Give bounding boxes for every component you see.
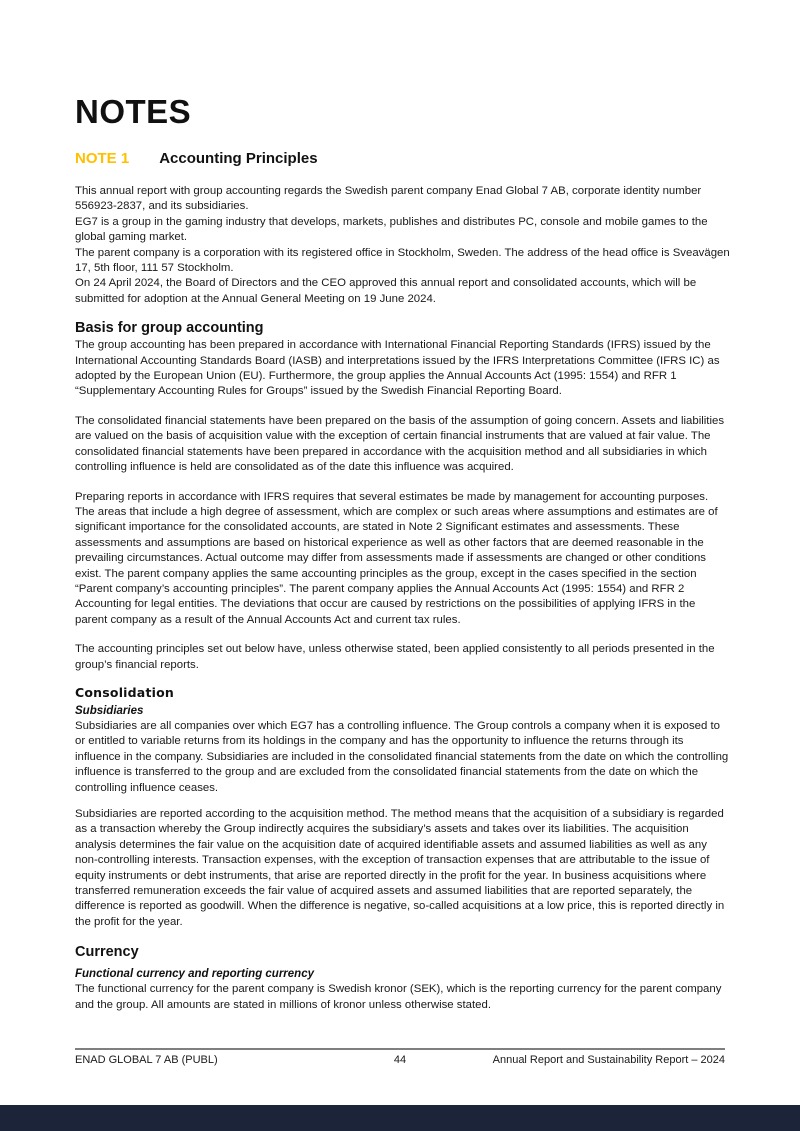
note-number-label: NOTE 1: [75, 150, 130, 167]
body-paragraph: Subsidiaries are all companies over which EG7 has a controlling influence. The Group controls a company when it is exposed to or entitled to variable returns from its holdings in the company and has the opportunity to influence the returns through its influence in the company. Subsidiaries are included in the consolidated financial statements from the date on which the controlling influence is transferred to the group and are excluded from the consolidated financial statements from the date on which the controlling influence ceases.: [75, 719, 729, 794]
section-heading-consolidation: Consolidation: [75, 684, 174, 700]
intro-paragraphs: [75, 184, 730, 307]
footer-brand-bar: [0, 1105, 800, 1131]
section-heading-currency: Currency: [75, 944, 139, 961]
page-content: [75, 0, 730, 1013]
footer-report-title: Annual Report and Sustainability Report – 2024: [492, 1054, 725, 1066]
subheading-subsidiaries: Subsidiaries: [75, 704, 144, 717]
intro-line: On 24 April 2024, the Board of Directors and the CEO approved this annual report and consolidated accounts, which will be submitted for adoption at the Annual General Meeting on 19 June 2024.: [75, 277, 697, 305]
section-heading-basis: Basis for group accounting: [75, 320, 264, 337]
body-paragraph: Subsidiaries are reported according to the acquisition method. The method means that the acquisition of a subsidiary is regarded as a transaction whereby the Group indirectly acquires the subsidiary’s assets and takes over its liabilities. The acquisition analysis determines the fair value on the acquisition date of acquired identifiable assets and assumed liabilities as well as any non-controlling interests. Transaction expenses, with the exception of transaction expenses that are attributable to the issue of equity instruments or debt instruments, that arise are reported directly in the profit for the year. In business acquisitions where transferred remuneration exceeds the fair value of acquired assets and assumed liabilities that are reported separately, the difference is reported as goodwill. When the difference is negative, so-called acquisitions at a low price, this is reported directly in the profit for the year.: [75, 808, 725, 928]
intro-line: The parent company is a corporation with its registered office in Stockholm, Sweden. The address of the head office is Sveavägen 17, 5th floor, 111 57 Stockholm.: [75, 246, 730, 275]
intro-line: This annual report with group accounting regards the Swedish parent company Enad Global 7 AB, corporate identity number 556923-2837, and its subsidiaries.: [75, 185, 702, 213]
body-paragraph: The accounting principles set out below have, unless otherwise stated, been applied consistently to all periods presented in the group’s financial reports.: [75, 643, 715, 671]
footer-page-number: 44: [393, 1054, 407, 1066]
subheading-functional-currency: Functional currency and reporting currency: [75, 968, 314, 981]
body-paragraph: The functional currency for the parent company is Swedish kronor (SEK), which is the reporting currency for the parent company and the group. All amounts are stated in millions of kronor unless otherwise stated.: [75, 983, 722, 1011]
intro-line: EG7 is a group in the gaming industry that develops, markets, publishes and distributes PC, console and mobile games to the global gaming market.: [75, 215, 708, 244]
note-heading: [75, 150, 730, 168]
body-paragraph: Preparing reports in accordance with IFRS requires that several estimates be made by management for accounting purposes. The areas that include a high degree of assessment, which are complex or such areas where assumptions and estimates are of significant importance for the consolidated accounts, are stated in Note 2 Significant estimates and assessments. These assessments and assumptions are based on historical experience as well as other factors that are deemed reasonable in the prevailing circumstances. Actual outcome may differ from assessments made if assessments are changed or other conditions exist. The parent company applies the same accounting principles as the group, except in the cases specified in the section “Parent company’s accounting principles”. The parent company applies the Annual Accounts Act (1995: 1554) and RFR 2 Accounting for legal entities. The deviations that occur are caused by restrictions on the possibilities of applying IFRS in the parent company as a result of the Annual Accounts Act and current tax rules.: [75, 490, 718, 626]
body-paragraph: The group accounting has been prepared in accordance with International Financial Reporting Standards (IFRS) issued by the International Accounting Standards Board (IASB) and interpretations issued by the IFRS Interpretations Committee (IFRS IC) as adopted by the European Union (EU). Furthermore, the group applies the Annual Accounts Act (1995: 1554) and RFR 1 “Supplementary Accounting Rules for Groups” issued by the Swedish Financial Reporting Board.: [75, 339, 720, 398]
page-title: NOTES: [75, 93, 192, 130]
footer-company: ENAD GLOBAL 7 AB (PUBL): [75, 1054, 218, 1066]
body-paragraph: The consolidated financial statements have been prepared on the basis of the assumption of going concern. Assets and liabilities are valued on the basis of acquisition value with the exception of certain financial instruments that are valued at fair value. The consolidated financial statements have been prepared in accordance with the acquisition method and all subsidiaries in which controlling influence is held are consolidated as of the date this influence was acquired.: [75, 414, 725, 474]
page-footer: [75, 1048, 725, 1067]
note-title: Accounting Principles: [159, 150, 318, 167]
